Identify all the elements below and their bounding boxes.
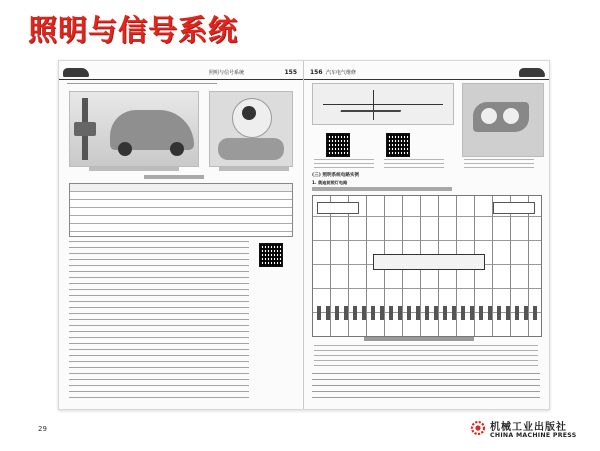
section-heading: (三) 照明系统电路实例: [312, 173, 360, 178]
figure-caption: [464, 159, 534, 169]
diagram-caption: [364, 337, 474, 341]
car-logo-icon: [63, 68, 89, 77]
figure-caption: [89, 167, 179, 171]
table-row: [70, 224, 292, 232]
text-block: [67, 83, 217, 88]
table-row: [70, 184, 292, 192]
car-logo-icon: [519, 68, 545, 77]
slide-title: 照明与信号系统: [28, 13, 239, 47]
table-row: [70, 208, 292, 216]
body-text-block: [312, 373, 540, 403]
body-text-block: [69, 241, 249, 401]
publisher-name-cn: 机械工业出版社: [490, 422, 567, 433]
qr-code-icon: [386, 133, 410, 157]
publisher-logo: [470, 418, 590, 446]
table-row: [70, 232, 292, 239]
figure-caption: [384, 159, 444, 169]
table-row: [70, 216, 292, 224]
beam-pattern-diagram: [312, 83, 454, 125]
text-line: [312, 187, 452, 191]
left-header-text: 照明与信号系统: [209, 70, 245, 76]
right-header-text: 汽车电气维修: [326, 70, 357, 76]
left-page-number: 155: [284, 69, 297, 76]
table-row: [70, 200, 292, 208]
right-page-number: 156: [310, 69, 323, 76]
slide-page-number: 29: [38, 425, 47, 433]
qr-code-icon: [259, 243, 283, 267]
left-page: [59, 61, 304, 409]
figure-caption: [219, 167, 289, 171]
right-page-header: [304, 67, 549, 80]
figure-caption: [314, 159, 374, 169]
right-page: [304, 61, 549, 409]
subsection-heading: 1. 奥迪前照灯电路: [312, 180, 348, 185]
adjuster-closeup-photo: [209, 91, 293, 167]
headlamp-aimer-photo: [69, 91, 199, 167]
data-table: [69, 183, 293, 237]
legend-text: [314, 345, 538, 367]
table-title: [144, 175, 204, 179]
wiring-diagram: [312, 195, 542, 337]
table-row: [70, 192, 292, 200]
book-spread-image: [58, 60, 550, 410]
gear-icon: [470, 420, 486, 436]
headlamp-assembly-photo: [462, 83, 544, 157]
publisher-name-en: CHINA MACHINE PRESS: [490, 432, 577, 439]
left-page-header: [59, 67, 303, 80]
qr-code-icon: [326, 133, 350, 157]
